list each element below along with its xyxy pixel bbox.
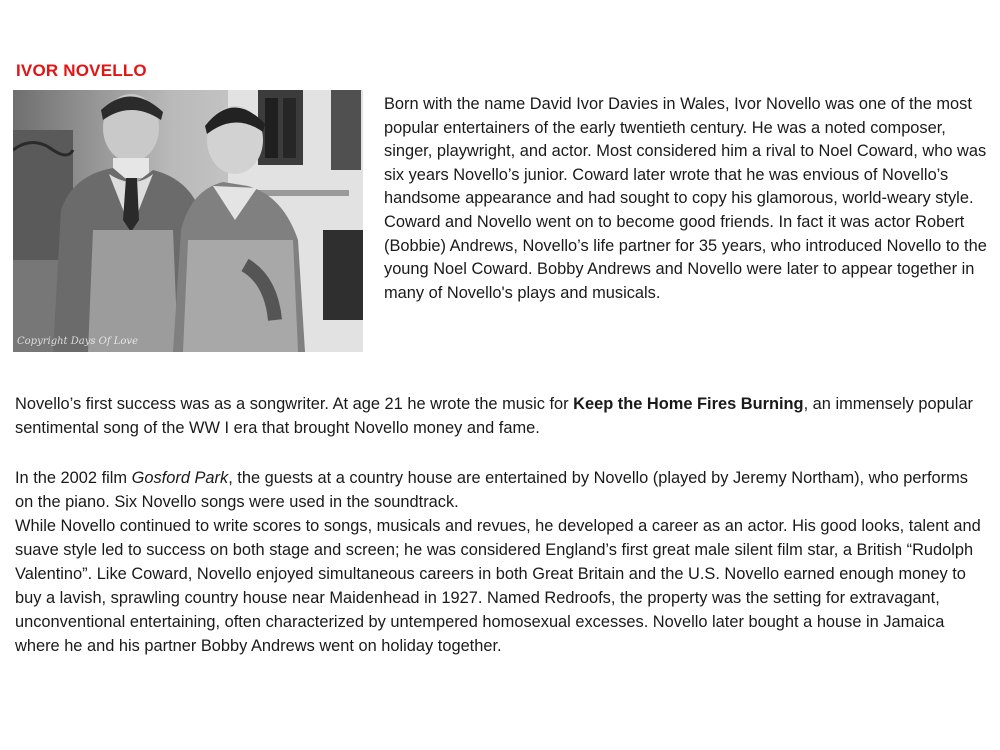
film-text-start: In the 2002 film [15,469,132,487]
photo-credit: Copyright Days Of Love [17,336,138,347]
songwriter-text-start: Novello’s first success was as a songwriter. At age 21 he wrote the music for [15,395,574,413]
film-text-end: , the guests at a country house are entertained by Novello (played by Jeremy Northam), who performs on the piano. Six Novello songs were used in the soundtrack. [15,469,968,511]
career-paragraph: While Novello continued to write scores to songs, musicals and revues, he developed a career as an actor. His good looks, talent and suave style led to success on both stage and screen; he was considered England’s first great male silent film star, a British “Rudolph Valentino”. Like Coward, Novello enjoyed simultaneous careers in both Great Britain and the U.S. Novello earned enough money to buy a lavish, sprawling country house near Maidenhead in 1927. Named Redroofs, the property was the setting for extravagant, unconventional entertaining, often characterized by untempered homosexual excesses. Novello later bought a house in Jamaica where he and his partner Bobby Andrews went on holiday together. [15,517,981,655]
portrait-photo [13,90,363,352]
photo-illustration [13,90,363,352]
song-title: Keep the Home Fires Burning [573,395,804,413]
article-title: IVOR NOVELLO [16,61,147,80]
film-title: Gosford Park [131,469,229,487]
songwriter-paragraph [15,392,990,440]
intro-paragraph: Born with the name David Ivor Davies in Wales, Ivor Novello was one of the most popular entertainers of the early twentieth century. He was a noted composer, singer, playwright, and actor. Most considered him a rival to Noel Coward, who was six years Novello’s junior. Coward later wrote that he was envious of Novello’s handsome appearance and had sought to copy his glamorous, world-weary style. Coward and Novello went on to become good friends. In fact it was actor Robert (Bobbie) Andrews, Novello’s life partner for 35 years, who introduced Novello to the young Noel Coward. Bobby Andrews and Novello were later to appear together in many of Novello's plays and musicals. [384,95,987,302]
film-paragraph [15,466,990,514]
songwriter-text-end: , an immensely popular sentimental song of the WW I era that brought Novello money and fame. [15,395,974,437]
